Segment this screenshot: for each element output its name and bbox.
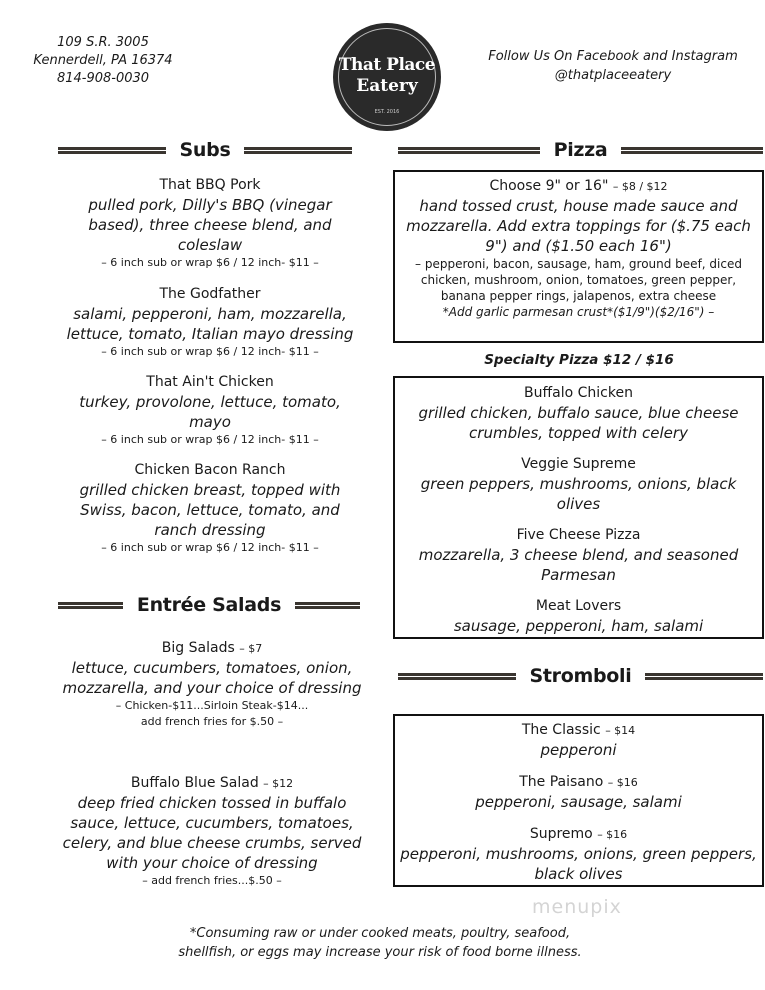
item-name: Veggie Supreme [521,456,636,472]
heading-rule [398,673,516,680]
restaurant-logo [333,23,441,131]
item-desc: pulled pork, Dilly's BBQ (vinegar based), three cheese blend, and coleslaw [88,196,332,254]
item-price: – 6 inch sub or wrap $6 / 12 inch- $11 – [101,541,319,554]
item-price: – 6 inch sub or wrap $6 / 12 inch- $11 – [101,256,319,269]
salad-item [62,774,362,889]
item-name-line [399,177,758,196]
watermark: menupix [532,896,622,918]
item-desc: grilled chicken breast, topped with Swiss, bacon, lettuce, tomato, and ranch dressing [79,481,341,539]
heading-rule [398,147,540,154]
item-price: – $8 / $12 [612,180,668,193]
item-name: That Ain't Chicken [146,374,274,390]
specialty-pizza-label: Specialty Pizza $12 / $16 [484,352,674,368]
subs-heading [58,139,352,161]
item-extra: – add french fries...$.50 – [142,874,282,887]
sub-item [60,373,360,448]
specialty-pizza-box [393,376,764,639]
item-desc: grilled chicken, buffalo sauce, blue cheese crumbles, topped with celery [418,404,739,442]
item-desc: deep fried chicken tossed in buffalo sauce, lettuce, cucumbers, tomatoes, celery, and blue cheese crumbs, served with your choice of dressing [62,794,362,872]
salads-heading [58,594,360,616]
stromboli-item [399,721,758,760]
item-name: Choose 9" or 16" [489,178,609,194]
specialty-item [399,384,758,443]
heading-rule [645,673,763,680]
item-name: The Godfather [159,286,261,302]
specialty-item [399,597,758,636]
item-name: Supremo [529,826,593,842]
item-price: – $7 [239,642,263,655]
item-desc: pepperoni, mushrooms, onions, green peppers, black olives [400,845,757,883]
item-desc: sausage, pepperoni, ham, salami [453,617,704,635]
pizza-heading [398,139,763,161]
sub-item [60,461,360,556]
social-block [468,47,758,85]
address-street: 109 S.R. 3005 [57,35,149,50]
toppings-list: – pepperoni, bacon, sausage, ham, ground beef, diced chicken, mushroom, onion, tomatoes, green pepper, banana pepper rings, jalapenos, extra cheese [415,257,742,303]
item-name: Buffalo Chicken [524,385,633,401]
item-name-line [399,721,758,740]
pizza-build [399,177,758,320]
stromboli-item [399,773,758,812]
item-name: Chicken Bacon Ranch [134,462,286,478]
heading-rule [621,147,763,154]
item-name-line [62,774,362,793]
item-price: – $12 [263,777,294,790]
sub-item [60,176,360,271]
specialty-item [399,526,758,585]
item-name-line [399,825,758,844]
item-price: – $16 [597,828,628,841]
item-price: – $16 [607,776,638,789]
item-desc: salami, pepperoni, ham, mozzarella, lettuce, tomato, Italian mayo dressing [66,305,354,343]
stromboli-box [393,714,764,887]
stromboli-heading [398,665,763,687]
garlic-crust-note: *Add garlic parmesan crust*($1/9")($2/16") – [442,305,715,319]
sub-item [60,285,360,360]
logo-line1: That Place [338,55,436,75]
item-name: Meat Lovers [535,598,622,614]
item-desc: turkey, provolone, lettuce, tomato, mayo [79,393,341,431]
item-price: – 6 inch sub or wrap $6 / 12 inch- $11 – [101,433,319,446]
logo-line2: Eatery [356,76,418,96]
social-text: Follow Us On Facebook and Instagram [488,49,738,64]
heading-rule [58,147,166,154]
heading-rule [58,602,123,609]
address-city: Kennerdell, PA 16374 [33,53,173,68]
item-extra: – Chicken-$11...Sirloin Steak-$14... [115,699,309,712]
stromboli-item [399,825,758,884]
address-block [28,34,178,88]
salad-item [62,639,362,730]
item-name-line [62,639,362,658]
item-desc: mozzarella, 3 cheese blend, and seasoned Parmesan [418,546,739,584]
item-name: Big Salads [161,640,235,656]
address-phone: 814-908-0030 [56,71,150,86]
item-price: – $14 [605,724,636,737]
item-name-line [399,773,758,792]
item-name: Buffalo Blue Salad [130,775,259,791]
item-name: The Classic [521,722,601,738]
item-price: – 6 inch sub or wrap $6 / 12 inch- $11 – [101,345,319,358]
heading-rule [244,147,352,154]
food-safety-notice [130,924,630,962]
notice-line: shellfish, or eggs may increase your risk of food borne illness. [178,945,582,960]
item-desc: green peppers, mushrooms, onions, black olives [420,475,737,513]
item-desc: pepperoni [540,741,617,759]
item-extra: add french fries for $.50 – [140,715,284,728]
item-name: That BBQ Pork [159,177,261,193]
item-name: Five Cheese Pizza [516,527,641,543]
subs-title: Subs [179,139,231,161]
item-desc: pepperoni, sausage, salami [475,793,682,811]
specialty-item [399,455,758,514]
salads-title: Entrée Salads [136,594,282,616]
social-handle: @thatplaceeatery [554,68,672,83]
logo-est: EST. 2016 [374,109,400,115]
item-desc: hand tossed crust, house made sauce and mozzarella. Add extra toppings for ($.75 each 9") and ($1.50 each 16") [406,197,751,255]
item-desc: lettuce, cucumbers, tomatoes, onion, mozzarella, and your choice of dressing [62,659,362,697]
heading-rule [295,602,360,609]
pizza-build-box [393,170,764,343]
pizza-title: Pizza [553,139,608,161]
stromboli-title: Stromboli [529,665,632,687]
notice-line: *Consuming raw or under cooked meats, poultry, seafood, [189,926,571,941]
item-name: The Paisano [519,774,604,790]
